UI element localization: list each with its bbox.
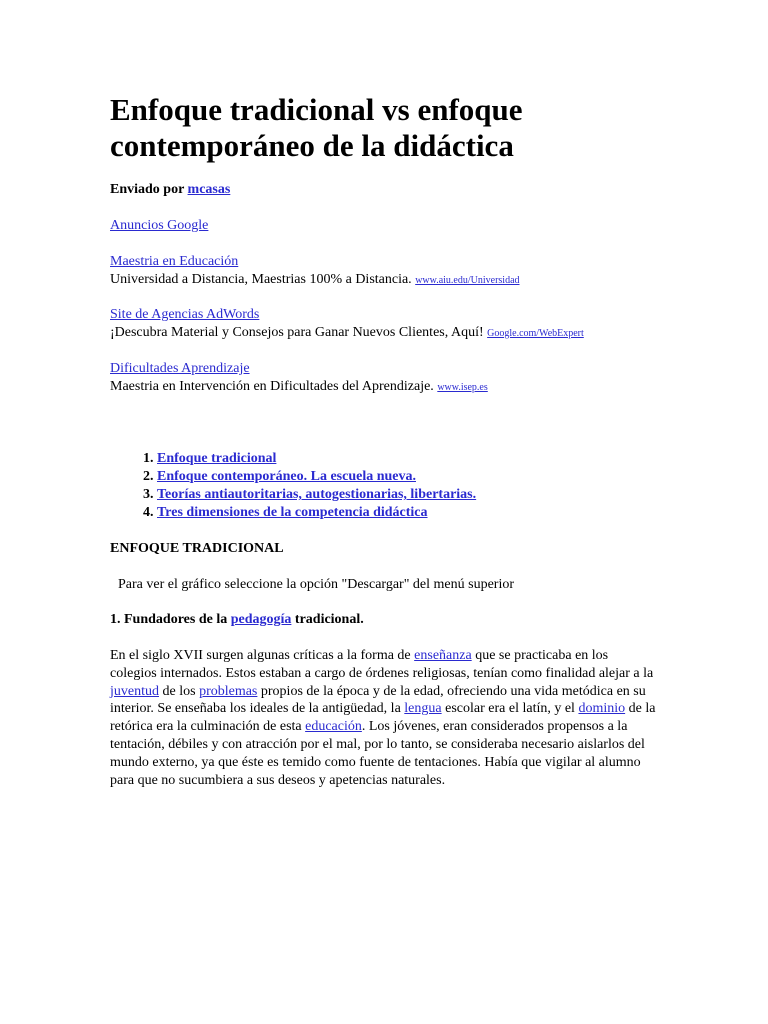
toc-link[interactable]: Enfoque contemporáneo. La escuela nueva. — [157, 469, 416, 484]
ensenanza-link[interactable]: enseñanza — [414, 648, 472, 663]
paragraph-text: escolar era el latín, y el — [441, 701, 579, 717]
ad-title-link[interactable]: Site de Agencias AdWords — [110, 307, 260, 322]
table-of-contents — [110, 450, 476, 522]
paragraph-text: propios de la época y de la edad, ofreciendo una vida metódica en su interior. Se enseñaba los ideales de la antigüedad, la — [110, 683, 646, 717]
educacion-link[interactable]: educación — [305, 719, 362, 735]
toc-link[interactable]: Enfoque tradicional — [157, 451, 277, 466]
dominio-link[interactable]: dominio — [578, 701, 626, 717]
ad-title-link[interactable]: Maestria en Educación — [110, 254, 239, 269]
toc-link[interactable]: Teorías antiautoritarias, autogestionarias, libertarias. — [157, 487, 477, 502]
section-subheading — [110, 610, 364, 630]
ad-item — [110, 306, 670, 343]
paragraph-text: . Los jóvenes, eran considerados propensos a la tentación, débiles y con atracción por el mal, por lo tanto, se consideraba necesario aislarlos del mundo externo, ya que éste es temido como fuente de tentaciones. Había que vigilar al alumno para que no sucumbiera a sus deseos y apetencias naturales. — [110, 719, 645, 788]
toc-item — [157, 468, 476, 486]
subheading-text: 1. Fundadores de la — [110, 612, 231, 627]
paragraph-text: En el siglo XVII surgen algunas críticas a la forma de — [110, 648, 415, 663]
ad-title-link[interactable]: Dificultades Aprendizaje — [110, 361, 250, 376]
toc-item — [157, 504, 476, 522]
paragraph-text: de los — [159, 683, 200, 699]
toc-link[interactable]: Tres dimensiones de la competencia didáctica — [157, 505, 428, 520]
juventud-link[interactable]: juventud — [110, 683, 159, 699]
paragraph-text: que se practicaba en los colegios internados. Estos estaban a cargo de órdenes religiosas, tenían como finalidad alejar a la — [110, 648, 654, 681]
pedagogia-link[interactable]: pedagogía — [230, 612, 292, 627]
toc-item — [157, 486, 476, 504]
ad-item — [110, 253, 670, 290]
problemas-link[interactable]: problemas — [199, 683, 258, 699]
page-title: Enfoque tradicional vs enfoque contemporáneo de la didáctica — [110, 92, 523, 163]
byline-prefix: Enviado por — [110, 182, 185, 197]
ad-item — [110, 360, 670, 397]
ad-url-link[interactable]: www.aiu.edu/Universidad — [415, 275, 520, 286]
subheading-text: tradicional. — [291, 612, 364, 627]
ad-url-link[interactable]: Google.com/WebExpert — [487, 328, 584, 339]
byline — [110, 180, 230, 200]
ad-description: Maestria en Intervención en Dificultades del Aprendizaje. — [110, 379, 434, 394]
author-link[interactable]: mcasas — [187, 182, 231, 197]
body-paragraph — [110, 647, 658, 789]
toc-item — [157, 450, 476, 468]
ads-heading-link[interactable]: Anuncios Google — [110, 218, 209, 233]
download-note: Para ver el gráfico seleccione la opción "Descargar" del menú superior — [118, 577, 514, 592]
paragraph-text: de la retórica era la culminación de esta — [110, 701, 656, 735]
ad-description: ¡Descubra Material y Consejos para Ganar Nuevos Clientes, Aquí! — [110, 325, 484, 340]
ad-url-link[interactable]: www.isep.es — [437, 382, 488, 393]
section-heading: ENFOQUE TRADICIONAL — [110, 541, 284, 556]
ad-description: Universidad a Distancia, Maestrias 100% a Distancia. — [110, 272, 412, 287]
lengua-link[interactable]: lengua — [404, 701, 442, 717]
